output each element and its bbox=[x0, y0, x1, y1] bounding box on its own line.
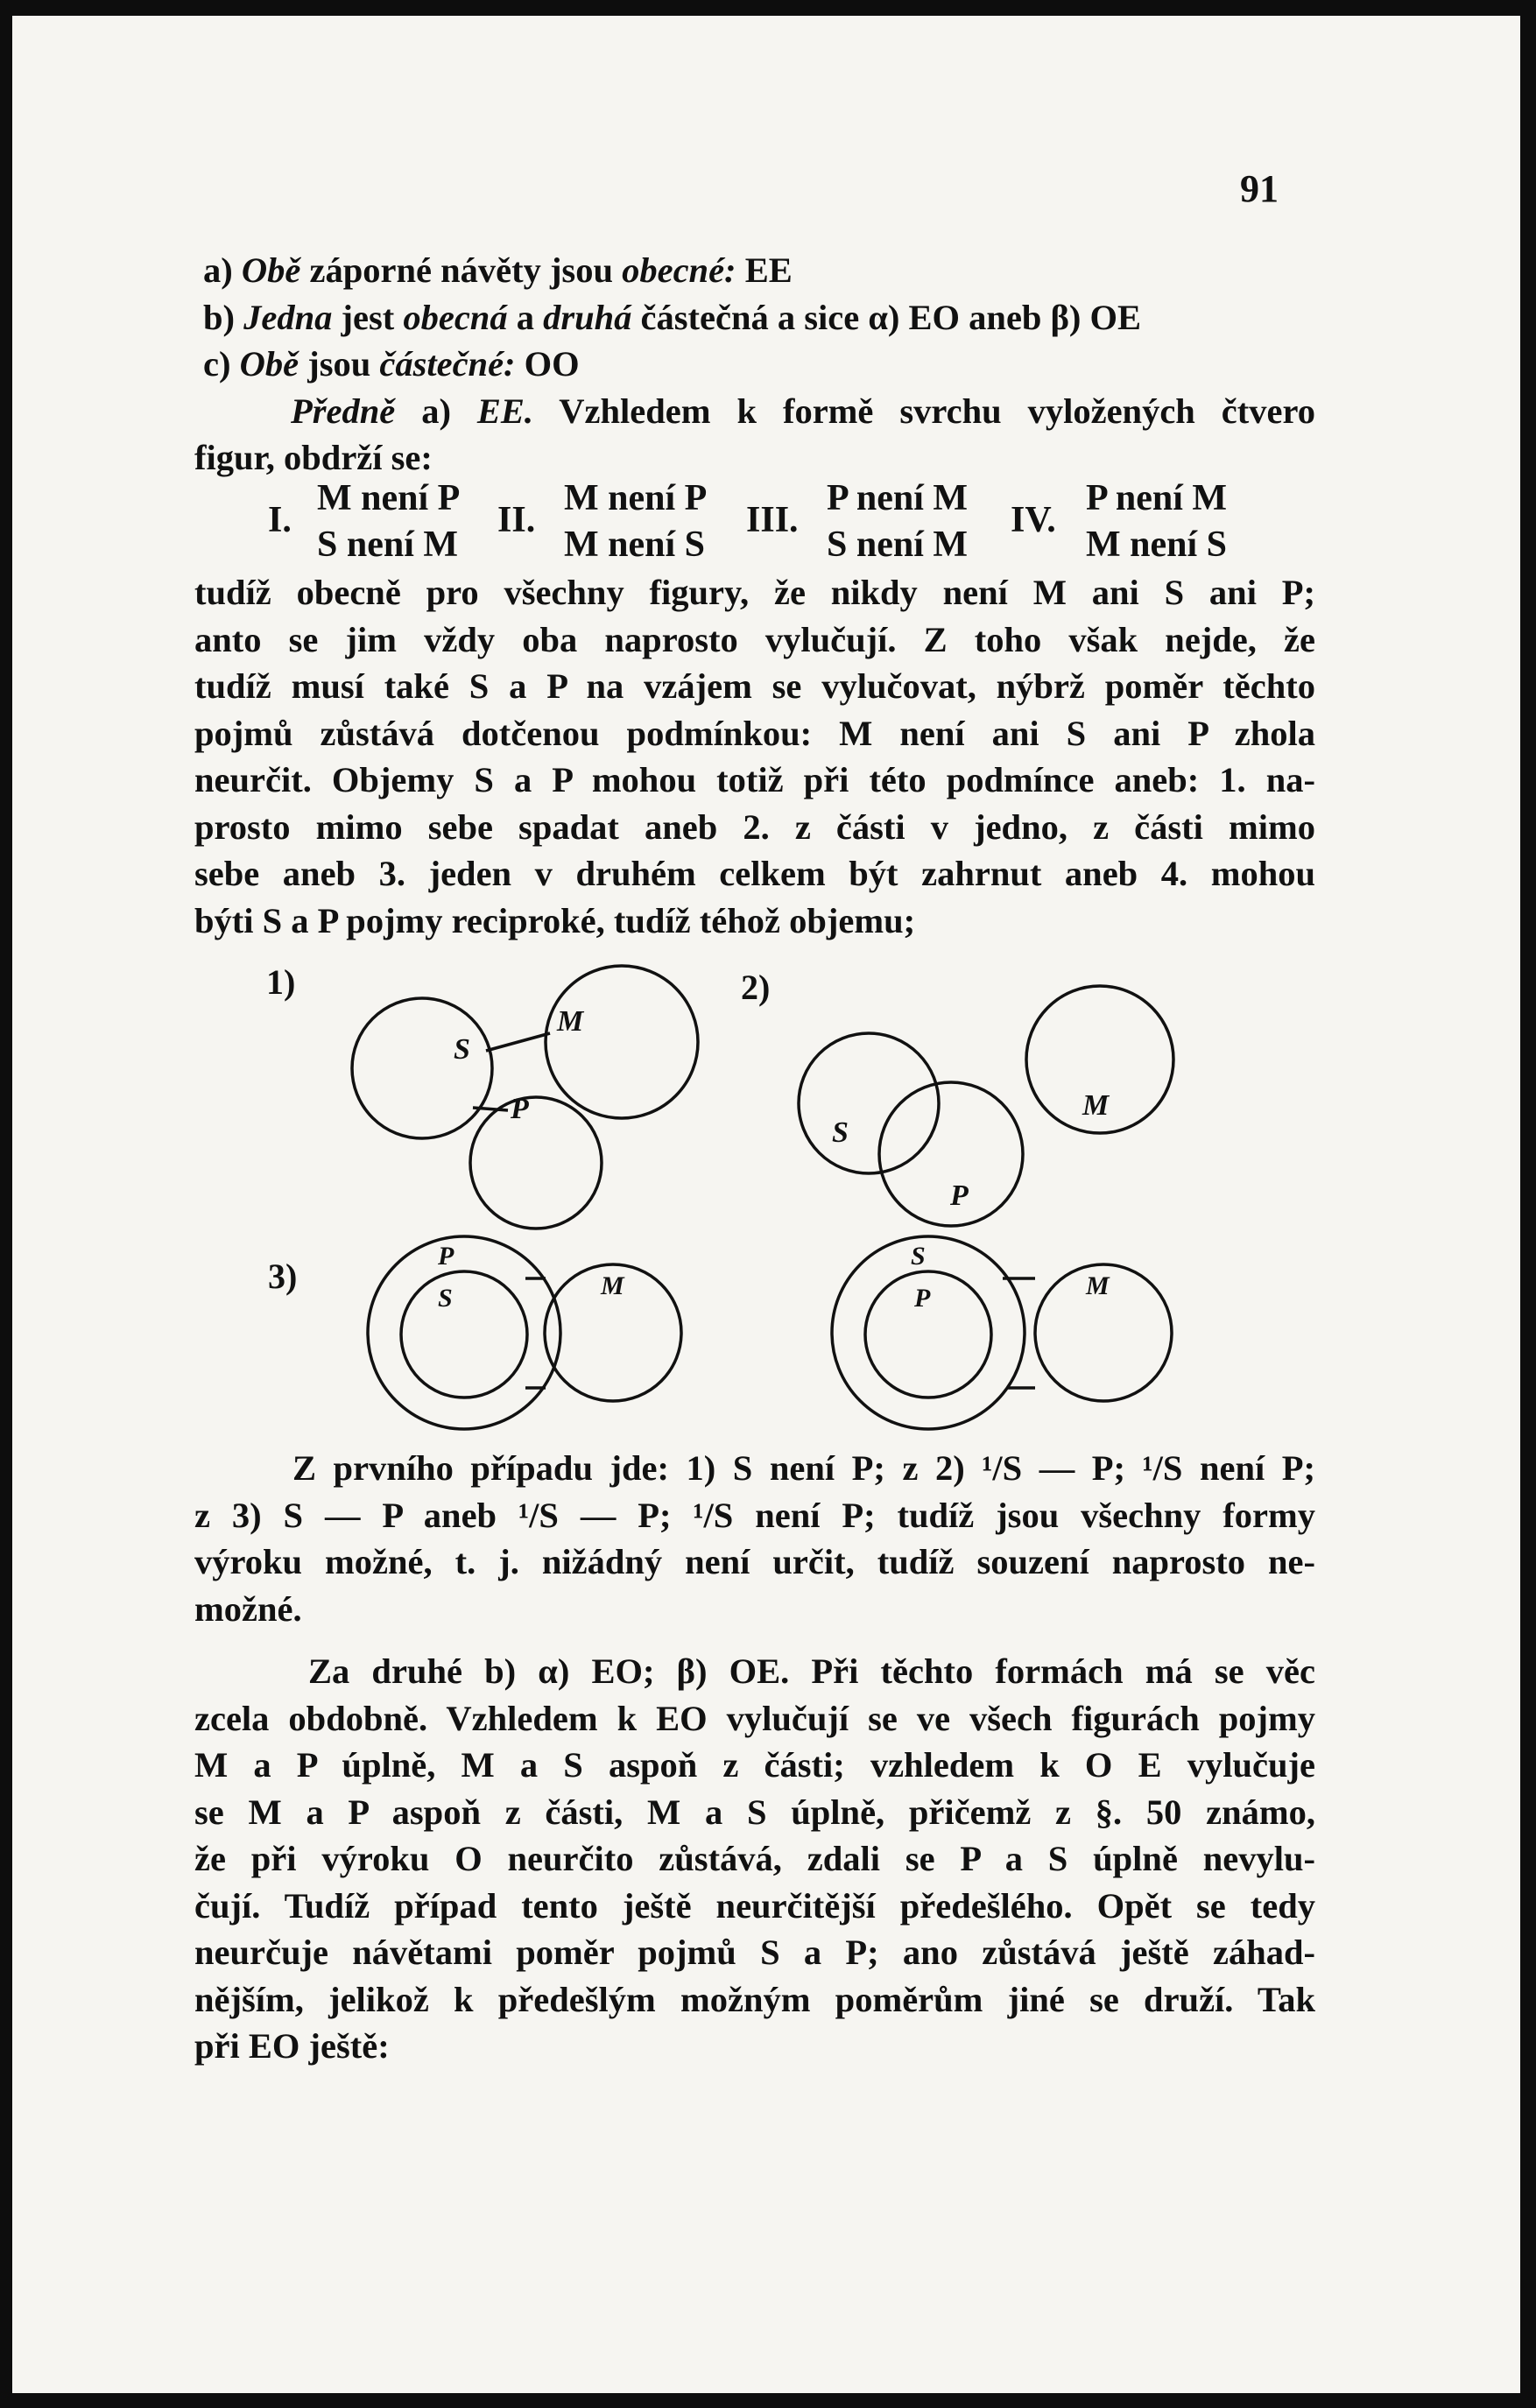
text: a bbox=[507, 297, 544, 337]
text: částečná a sice α) EO aneb β) OE bbox=[631, 297, 1142, 337]
label-m: M bbox=[557, 1005, 584, 1038]
paragraph-2 bbox=[194, 1445, 1315, 1632]
figure-premise: M není P bbox=[317, 478, 461, 518]
figure-numeral: II. bbox=[497, 500, 536, 540]
text-italic: Předně bbox=[291, 391, 396, 431]
text-italic: EE. bbox=[476, 391, 534, 431]
figure-premise: P není M bbox=[827, 478, 969, 518]
text-line: čují. Tudíž případ tento ještě neurčitější předešlého. Opět se tedy bbox=[194, 1885, 1315, 1926]
text-line: anto se jim vždy oba naprosto vylučují. Z toho však nejde, že bbox=[194, 619, 1315, 659]
text: jsou bbox=[299, 344, 380, 384]
figure-numeral: I. bbox=[268, 500, 292, 540]
text-line: zcela obdobně. Vzhledem k EO vylučují se ve všech figurách pojmy bbox=[194, 1698, 1315, 1738]
text-line: výroku možné, t. j. nižádný není určit, tudíž souzení naprosto ne- bbox=[194, 1542, 1315, 1581]
text-line: možné. bbox=[194, 1588, 302, 1629]
label-p: P bbox=[914, 1284, 931, 1313]
figure-numeral: III. bbox=[746, 500, 799, 540]
label-m: M bbox=[1086, 1271, 1110, 1300]
paragraph-3 bbox=[194, 1648, 1315, 2070]
circle-s-outer bbox=[832, 1236, 1025, 1429]
circle-s-inner bbox=[401, 1271, 527, 1398]
text: a) bbox=[395, 391, 477, 431]
figure-premise: S není M bbox=[827, 525, 969, 565]
label-s: S bbox=[454, 1033, 470, 1066]
text-italic: Obě bbox=[239, 344, 299, 384]
text-line: M a P úplně, M a S aspoň z části; vzhledem k O E vylučuje bbox=[194, 1745, 1315, 1785]
text-line: Za druhé b) α) EO; β) OE. Při těchto formách má se věc bbox=[308, 1651, 1315, 1691]
text-line: že při výroku O neurčito zůstává, zdali se P a S úplně nevylu- bbox=[194, 1839, 1315, 1878]
label-s: S bbox=[911, 1242, 926, 1271]
text: EE bbox=[736, 250, 793, 290]
text-line: prosto mimo sebe spadat aneb 2. z části v jedno, z části mimo bbox=[194, 806, 1315, 847]
text-line: neurčit. Objemy S a P mohou totiž při této podmínce aneb: 1. na- bbox=[194, 760, 1315, 799]
label-p: P bbox=[511, 1093, 529, 1125]
text-line: Z prvního případu jde: 1) S není P; z 2) ¹/S — P; ¹/S není P; bbox=[292, 1448, 1315, 1488]
text-italic: obecné: bbox=[622, 250, 736, 290]
text-italic: druhá bbox=[543, 297, 632, 337]
label-m: M bbox=[601, 1271, 624, 1300]
text-italic: Jedna bbox=[243, 297, 333, 337]
diagram-label-2: 2) bbox=[741, 968, 771, 1007]
text-italic: Obě bbox=[241, 250, 301, 290]
circle-s bbox=[352, 998, 492, 1138]
text: figur, obdrží se: bbox=[194, 438, 433, 477]
text-line: býti S a P pojmy reciproké, tudíž téhož objemu; bbox=[194, 900, 916, 940]
text: jest bbox=[332, 297, 404, 337]
text-line: nějším, jelikož k předešlým možným poměrům jiné se druží. Tak bbox=[194, 1979, 1315, 2019]
label-p: P bbox=[950, 1179, 969, 1212]
text: b) bbox=[203, 297, 244, 337]
circle-p-outer bbox=[368, 1236, 560, 1429]
figure-premise: M není S bbox=[564, 525, 706, 565]
figure-premise: M není P bbox=[564, 478, 708, 518]
label-p: P bbox=[438, 1242, 454, 1271]
page-number: 91 bbox=[1240, 167, 1279, 210]
circle-p bbox=[470, 1097, 602, 1229]
text: OO bbox=[515, 344, 580, 384]
circle-m bbox=[546, 966, 698, 1118]
text-line: tudíž musí také S a P na vzájem se vylučovat, nýbrž poměr těchto bbox=[194, 666, 1315, 706]
figure-numeral: IV. bbox=[1011, 500, 1056, 540]
text-italic: obecná bbox=[403, 297, 508, 337]
diagram-label-1: 1) bbox=[266, 962, 296, 1002]
figure-premise: P není M bbox=[1086, 478, 1228, 518]
text-italic: částečné: bbox=[379, 344, 516, 384]
text-line: tudíž obecně pro všechny figury, že nikdy není M ani S ani P; bbox=[194, 573, 1315, 612]
text: záporné návěty jsou bbox=[300, 250, 623, 290]
text: a) bbox=[203, 250, 242, 290]
circle-s bbox=[799, 1033, 939, 1173]
text-line: se M a P aspoň z části, M a S úplně, přičemž z §. 50 známo, bbox=[194, 1792, 1315, 1832]
figure-premise: M není S bbox=[1086, 525, 1228, 565]
label-m: M bbox=[1082, 1089, 1110, 1122]
text-line: sebe aneb 3. jeden v druhém celkem být zahrnut aneb 4. mohou bbox=[194, 854, 1315, 893]
text: c) bbox=[203, 344, 240, 384]
text-line: neurčuje návětami poměr pojmů S a P; ano zůstává ještě záhad- bbox=[194, 1933, 1315, 1972]
text-line: při EO ještě: bbox=[194, 2026, 390, 2066]
text: Vzhledem k formě svrchu vyložených čtvero bbox=[533, 391, 1315, 431]
figure-premise: S není M bbox=[317, 525, 459, 565]
label-s: S bbox=[438, 1284, 453, 1313]
text-line: pojmů zůstává dotčenou podmínkou: M není ani S ani P zhola bbox=[194, 713, 1315, 753]
text-line: z 3) S — P aneb ¹/S — P; ¹/S není P; tudíž jsou všechny formy bbox=[194, 1495, 1315, 1535]
diagram-label-3: 3) bbox=[268, 1257, 298, 1296]
connector-line bbox=[486, 1033, 550, 1051]
label-s: S bbox=[832, 1116, 849, 1149]
